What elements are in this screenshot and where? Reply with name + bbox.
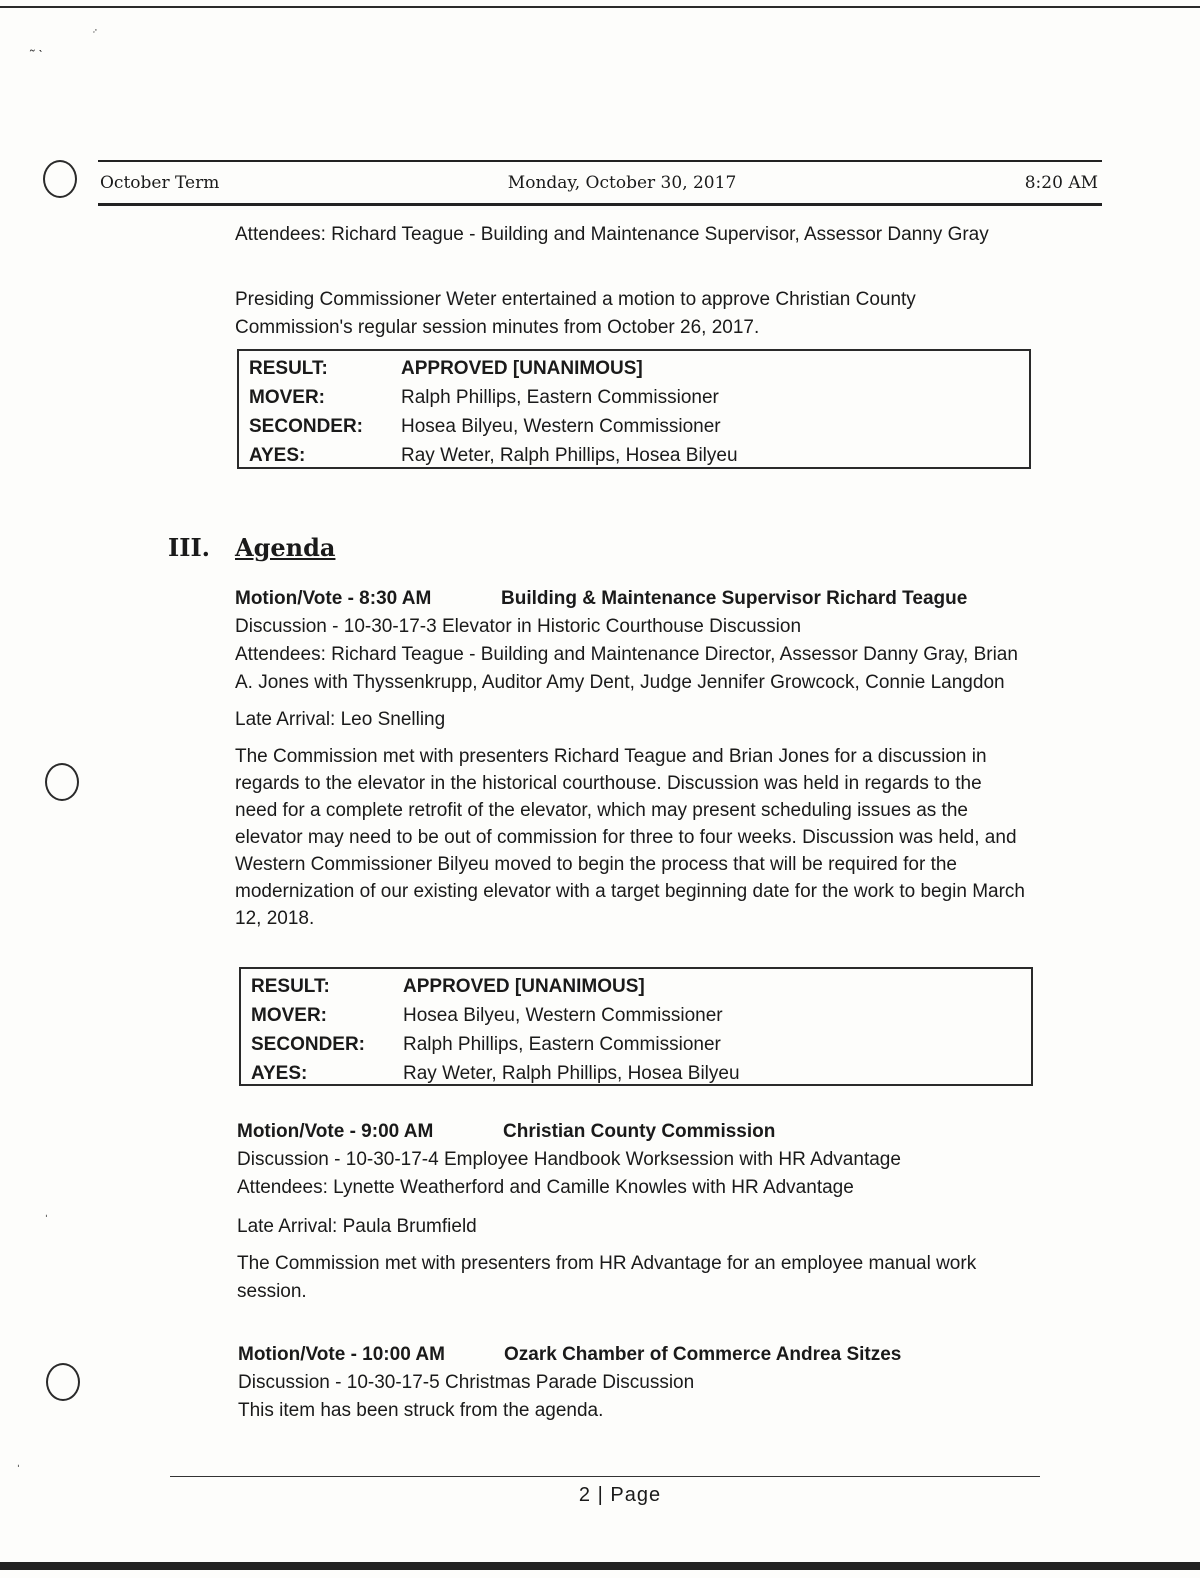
item-attendees: Attendees: Lynette Weatherford and Camille Knowles with HR Advantage [237,1177,854,1198]
vote-table-minutes [237,349,1031,469]
page-number: 2 | Page [578,1484,662,1506]
item-discussion: Discussion - 10-30-17-5 Christmas Parade Discussion [238,1372,695,1393]
item-attendees: Attendees: Richard Teague - Building and Maintenance Director, Assessor Danny Gray, Brian A. Jones with Thyssenkrupp, Auditor Amy Dent, Judge Jennifer Growcock, Connie Langdon [235,644,1018,693]
vote-label: MOVER: [249,387,325,408]
item-late-arrival: Late Arrival: Leo Snelling [235,709,446,730]
vote-row-mover [251,1001,1021,1030]
header-rule-bottom [98,203,1102,206]
motion-vote-time: Motion/Vote - 10:00 AM [238,1344,445,1365]
vote-result: APPROVED [UNANIMOUS] [401,358,643,379]
agenda-item-handbook [237,1118,1032,1306]
vote-row-seconder [251,1030,1021,1059]
motion-vote-presenter: Christian County Commission [503,1121,776,1142]
motion-vote-heading [237,1118,1032,1146]
item-body: The Commission met with presenters Richard Teague and Brian Jones for a discussion in regards to the elevator in the historical courthouse. Discussion was held in regards to the need for a complete retrofit of the elevator, which may present scheduling issues as the elevator may need to be out of commission for three to four weeks. Discussion was held, and Western Commissioner Bilyeu moved to begin the process that will be required for the modernization of our existing elevator with a target beginning date for the work to begin March 12, 2018. [235,746,1026,929]
motion-vote-heading [235,585,1025,613]
scan-bottom-edge [0,1562,1200,1570]
binder-hole-middle [45,763,79,801]
item-discussion: Discussion - 10-30-17-3 Elevator in Historic Courthouse Discussion [235,616,802,637]
vote-row-seconder [249,412,1019,441]
intro-motion-text: Presiding Commissioner Weter entertained a motion to approve Christian County Commission's regular session minutes from October 26, 2017. [235,289,916,338]
motion-vote-heading [238,1341,1033,1369]
footer-rule [170,1476,1040,1477]
vote-row-result [249,354,1019,383]
vote-row-ayes [249,441,1019,470]
vote-seconder: Hosea Bilyeu, Western Commissioner [401,416,721,437]
section-number: III. [168,533,211,562]
vote-row-result [251,972,1021,1001]
vote-table-elevator [239,967,1033,1086]
item-discussion: Discussion - 10-30-17-4 Employee Handbook Worksession with HR Advantage [237,1149,901,1170]
vote-mover: Hosea Bilyeu, Western Commissioner [403,1005,723,1026]
item-body: The Commission met with presenters from HR Advantage for an employee manual work session. [237,1253,977,1302]
vote-seconder: Ralph Phillips, Eastern Commissioner [403,1034,721,1055]
header-date: Monday, October 30, 2017 [507,173,737,193]
header-rule-top [98,160,1102,162]
scan-speck: ˈ [16,1462,21,1478]
vote-label: SECONDER: [249,416,364,437]
scan-speck: ˷ ˎ [30,36,44,52]
agenda-item-elevator [235,585,1025,932]
item-note: This item has been struck from the agenda. [238,1400,604,1421]
vote-label: SECONDER: [251,1034,366,1055]
binder-hole-bottom [46,1363,80,1401]
vote-mover: Ralph Phillips, Eastern Commissioner [401,387,719,408]
vote-ayes: Ray Weter, Ralph Phillips, Hosea Bilyeu [401,445,738,466]
vote-label: AYES: [249,445,306,466]
item-late-arrival: Late Arrival: Paula Brumfield [237,1216,477,1237]
header-term: October Term [100,173,220,193]
running-header [100,173,1100,193]
vote-ayes: Ray Weter, Ralph Phillips, Hosea Bilyeu [403,1063,740,1084]
motion-vote-time: Motion/Vote - 9:00 AM [237,1121,434,1142]
binder-hole-top [43,160,77,198]
vote-label: RESULT: [249,358,328,379]
intro-attendees: Attendees: Richard Teague - Building and Maintenance Supervisor, Assessor Danny Gray [235,224,989,245]
scan-speck: ˑ̇ [92,26,96,42]
motion-vote-presenter: Ozark Chamber of Commerce Andrea Sitzes [504,1344,902,1365]
agenda-item-parade [238,1341,1033,1425]
vote-row-ayes [251,1059,1021,1088]
scan-top-edge [0,6,1200,8]
vote-label: MOVER: [251,1005,327,1026]
vote-label: RESULT: [251,976,330,997]
section-title: Agenda [235,533,336,562]
vote-label: AYES: [251,1063,308,1084]
vote-row-mover [249,383,1019,412]
motion-vote-time: Motion/Vote - 8:30 AM [235,588,432,609]
scan-speck: ˈ [44,1212,49,1228]
header-time: 8:20 AM [1024,173,1098,193]
vote-result: APPROVED [UNANIMOUS] [403,976,645,997]
motion-vote-presenter: Building & Maintenance Supervisor Richard Teague [501,588,968,609]
